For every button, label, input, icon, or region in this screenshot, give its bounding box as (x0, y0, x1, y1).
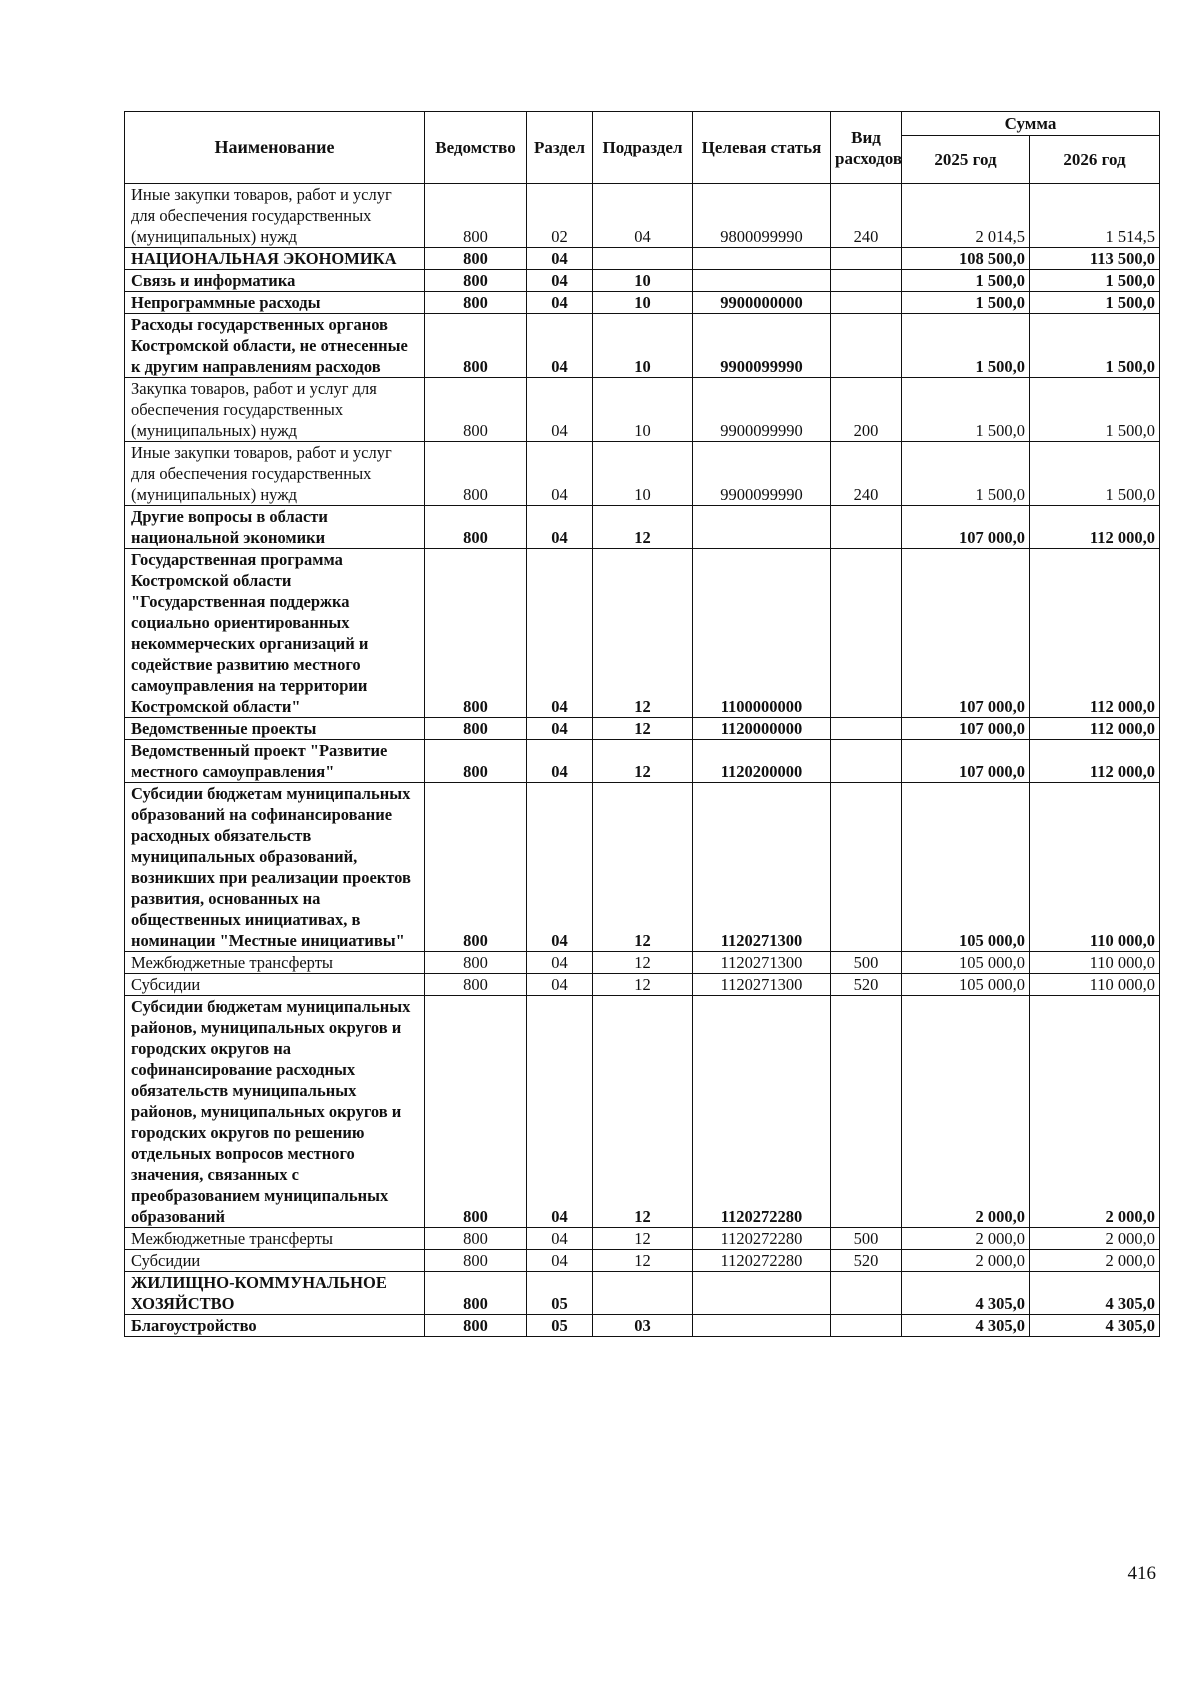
cell-section: 04 (527, 1228, 593, 1250)
cell-subsection (593, 248, 693, 270)
cell-target-article: 1120271300 (693, 783, 831, 952)
cell-expense-type: 500 (831, 952, 902, 974)
table-row (125, 442, 1160, 506)
cell-sum-2026: 1 500,0 (1030, 314, 1160, 378)
cell-expense-type: 240 (831, 184, 902, 248)
table-row (125, 783, 1160, 952)
cell-target-article: 1100000000 (693, 549, 831, 718)
cell-name: Ведомственный проект "Развитие местного самоуправления" (125, 740, 425, 783)
cell-sum-2025: 107 000,0 (902, 740, 1030, 783)
header-name: Наименование (125, 112, 425, 184)
cell-target-article (693, 506, 831, 549)
cell-sum-2025: 1 500,0 (902, 270, 1030, 292)
cell-section: 04 (527, 549, 593, 718)
cell-name: Связь и информатика (125, 270, 425, 292)
cell-expense-type: 520 (831, 1250, 902, 1272)
cell-department: 800 (425, 184, 527, 248)
cell-sum-2025: 1 500,0 (902, 292, 1030, 314)
cell-department: 800 (425, 783, 527, 952)
cell-expense-type: 200 (831, 378, 902, 442)
cell-expense-type: 500 (831, 1228, 902, 1250)
table-row (125, 952, 1160, 974)
cell-name: Ведомственные проекты (125, 718, 425, 740)
cell-subsection: 10 (593, 292, 693, 314)
cell-sum-2025: 105 000,0 (902, 952, 1030, 974)
cell-section: 04 (527, 270, 593, 292)
cell-subsection: 12 (593, 783, 693, 952)
cell-name: Субсидии (125, 974, 425, 996)
cell-target-article (693, 270, 831, 292)
cell-target-article: 1120272280 (693, 1250, 831, 1272)
table-row (125, 974, 1160, 996)
cell-sum-2025: 1 500,0 (902, 314, 1030, 378)
table-row (125, 248, 1160, 270)
table-row (125, 1250, 1160, 1272)
cell-sum-2025: 108 500,0 (902, 248, 1030, 270)
cell-target-article: 1120272280 (693, 1228, 831, 1250)
cell-sum-2026: 1 500,0 (1030, 270, 1160, 292)
table-row (125, 718, 1160, 740)
cell-expense-type (831, 549, 902, 718)
cell-sum-2026: 1 500,0 (1030, 292, 1160, 314)
cell-target-article: 1120200000 (693, 740, 831, 783)
cell-sum-2026: 4 305,0 (1030, 1315, 1160, 1337)
cell-department: 800 (425, 1315, 527, 1337)
table-row (125, 1272, 1160, 1315)
cell-section: 04 (527, 952, 593, 974)
cell-section: 04 (527, 718, 593, 740)
cell-sum-2025: 2 014,5 (902, 184, 1030, 248)
cell-department: 800 (425, 248, 527, 270)
cell-department: 800 (425, 270, 527, 292)
cell-target-article: 9900099990 (693, 378, 831, 442)
cell-department: 800 (425, 442, 527, 506)
table-row (125, 996, 1160, 1228)
cell-name: Субсидии бюджетам муниципальных образований на софинансирование расходных обязательств муниципальных образований, возникших при реализации проектов развития, основанных на общественных инициативах, в номинации "Местные инициативы" (125, 783, 425, 952)
cell-section: 04 (527, 248, 593, 270)
table-row (125, 740, 1160, 783)
header-target-article: Целевая статья (693, 112, 831, 184)
cell-name: Закупка товаров, работ и услуг для обеспечения государственных (муниципальных) нужд (125, 378, 425, 442)
cell-name: НАЦИОНАЛЬНАЯ ЭКОНОМИКА (125, 248, 425, 270)
cell-sum-2026: 1 514,5 (1030, 184, 1160, 248)
cell-section: 04 (527, 1250, 593, 1272)
cell-sum-2025: 107 000,0 (902, 506, 1030, 549)
cell-expense-type (831, 270, 902, 292)
cell-target-article: 1120271300 (693, 974, 831, 996)
cell-section: 05 (527, 1272, 593, 1315)
cell-expense-type (831, 248, 902, 270)
budget-table (124, 111, 1160, 1337)
cell-department: 800 (425, 996, 527, 1228)
cell-name: Межбюджетные трансферты (125, 1228, 425, 1250)
cell-subsection: 12 (593, 1250, 693, 1272)
cell-section: 04 (527, 442, 593, 506)
table-body (125, 184, 1160, 1337)
cell-sum-2026: 110 000,0 (1030, 952, 1160, 974)
table-row (125, 270, 1160, 292)
cell-expense-type (831, 740, 902, 783)
cell-sum-2025: 107 000,0 (902, 549, 1030, 718)
cell-subsection: 12 (593, 974, 693, 996)
cell-subsection: 12 (593, 549, 693, 718)
cell-name: Субсидии бюджетам муниципальных районов, муниципальных округов и городских округов на софинансирование расходных обязательств муниципальных районов, муниципальных округов и городских округов по решению отдельных вопросов местного значения, связанных с преобразованием муниципальных образований (125, 996, 425, 1228)
cell-sum-2026: 2 000,0 (1030, 996, 1160, 1228)
cell-target-article (693, 1315, 831, 1337)
cell-sum-2025: 1 500,0 (902, 442, 1030, 506)
table-row (125, 1315, 1160, 1337)
cell-expense-type: 520 (831, 974, 902, 996)
cell-section: 04 (527, 378, 593, 442)
cell-name: Иные закупки товаров, работ и услуг для обеспечения государственных (муниципальных) нужд (125, 442, 425, 506)
cell-subsection: 04 (593, 184, 693, 248)
cell-expense-type (831, 783, 902, 952)
cell-subsection: 12 (593, 718, 693, 740)
cell-name: Непрограммные расходы (125, 292, 425, 314)
cell-subsection: 10 (593, 314, 693, 378)
cell-section: 04 (527, 740, 593, 783)
header-section: Раздел (527, 112, 593, 184)
cell-name: Межбюджетные трансферты (125, 952, 425, 974)
cell-sum-2025: 2 000,0 (902, 1250, 1030, 1272)
cell-sum-2025: 2 000,0 (902, 996, 1030, 1228)
cell-subsection: 12 (593, 996, 693, 1228)
cell-department: 800 (425, 1250, 527, 1272)
cell-department: 800 (425, 1272, 527, 1315)
cell-section: 04 (527, 314, 593, 378)
cell-section: 02 (527, 184, 593, 248)
cell-expense-type (831, 1272, 902, 1315)
cell-section: 04 (527, 974, 593, 996)
cell-department: 800 (425, 314, 527, 378)
cell-department: 800 (425, 740, 527, 783)
cell-sum-2026: 110 000,0 (1030, 783, 1160, 952)
cell-subsection: 10 (593, 442, 693, 506)
cell-subsection: 12 (593, 952, 693, 974)
cell-name: Другие вопросы в области национальной экономики (125, 506, 425, 549)
cell-sum-2026: 110 000,0 (1030, 974, 1160, 996)
cell-sum-2025: 105 000,0 (902, 783, 1030, 952)
cell-expense-type (831, 718, 902, 740)
cell-department: 800 (425, 292, 527, 314)
table-row (125, 314, 1160, 378)
header-department: Ведомство (425, 112, 527, 184)
header-subsection: Подраздел (593, 112, 693, 184)
page-number: 416 (1127, 1563, 1156, 1584)
table-row (125, 184, 1160, 248)
cell-department: 800 (425, 549, 527, 718)
header-year-2026: 2026 год (1030, 136, 1160, 184)
cell-department: 800 (425, 974, 527, 996)
cell-section: 05 (527, 1315, 593, 1337)
table-row (125, 292, 1160, 314)
cell-sum-2026: 112 000,0 (1030, 740, 1160, 783)
cell-name: Расходы государственных органов Костромской области, не отнесенные к другим направлениям расходов (125, 314, 425, 378)
cell-subsection: 12 (593, 740, 693, 783)
table-row (125, 506, 1160, 549)
cell-subsection (593, 1272, 693, 1315)
cell-subsection: 12 (593, 1228, 693, 1250)
cell-name: ЖИЛИЩНО-КОММУНАЛЬНОЕ ХОЗЯЙСТВО (125, 1272, 425, 1315)
cell-name: Благоустройство (125, 1315, 425, 1337)
cell-expense-type: 240 (831, 442, 902, 506)
cell-name: Иные закупки товаров, работ и услуг для обеспечения государственных (муниципальных) нужд (125, 184, 425, 248)
cell-subsection: 10 (593, 270, 693, 292)
cell-target-article: 1120272280 (693, 996, 831, 1228)
cell-target-article: 9900099990 (693, 314, 831, 378)
cell-subsection: 10 (593, 378, 693, 442)
cell-section: 04 (527, 506, 593, 549)
cell-expense-type (831, 292, 902, 314)
cell-section: 04 (527, 996, 593, 1228)
cell-sum-2025: 105 000,0 (902, 974, 1030, 996)
cell-sum-2025: 4 305,0 (902, 1272, 1030, 1315)
cell-section: 04 (527, 292, 593, 314)
header-expense-type: Вид расходов (831, 112, 902, 184)
cell-expense-type (831, 1315, 902, 1337)
cell-sum-2026: 1 500,0 (1030, 378, 1160, 442)
cell-target-article (693, 1272, 831, 1315)
cell-target-article: 1120000000 (693, 718, 831, 740)
table-row (125, 378, 1160, 442)
cell-target-article (693, 248, 831, 270)
cell-sum-2026: 113 500,0 (1030, 248, 1160, 270)
cell-target-article: 9800099990 (693, 184, 831, 248)
cell-sum-2026: 112 000,0 (1030, 549, 1160, 718)
table-row (125, 1228, 1160, 1250)
cell-department: 800 (425, 506, 527, 549)
header-sum: Сумма (902, 112, 1160, 136)
table-header (125, 112, 1160, 184)
cell-name: Субсидии (125, 1250, 425, 1272)
cell-department: 800 (425, 952, 527, 974)
cell-expense-type (831, 314, 902, 378)
cell-target-article: 9900099990 (693, 442, 831, 506)
cell-expense-type (831, 506, 902, 549)
cell-sum-2026: 2 000,0 (1030, 1228, 1160, 1250)
cell-sum-2026: 1 500,0 (1030, 442, 1160, 506)
cell-target-article: 9900000000 (693, 292, 831, 314)
cell-subsection: 12 (593, 506, 693, 549)
cell-expense-type (831, 996, 902, 1228)
cell-sum-2025: 2 000,0 (902, 1228, 1030, 1250)
cell-sum-2026: 2 000,0 (1030, 1250, 1160, 1272)
cell-department: 800 (425, 1228, 527, 1250)
cell-sum-2026: 112 000,0 (1030, 718, 1160, 740)
cell-sum-2025: 107 000,0 (902, 718, 1030, 740)
cell-target-article: 1120271300 (693, 952, 831, 974)
header-year-2025: 2025 год (902, 136, 1030, 184)
cell-department: 800 (425, 378, 527, 442)
cell-sum-2025: 4 305,0 (902, 1315, 1030, 1337)
cell-section: 04 (527, 783, 593, 952)
cell-sum-2026: 112 000,0 (1030, 506, 1160, 549)
table-row (125, 549, 1160, 718)
cell-department: 800 (425, 718, 527, 740)
cell-subsection: 03 (593, 1315, 693, 1337)
cell-name: Государственная программа Костромской области "Государственная поддержка социально ориентированных некоммерческих организаций и содействие развитию местного самоуправления на территории Костромской области" (125, 549, 425, 718)
cell-sum-2026: 4 305,0 (1030, 1272, 1160, 1315)
cell-sum-2025: 1 500,0 (902, 378, 1030, 442)
